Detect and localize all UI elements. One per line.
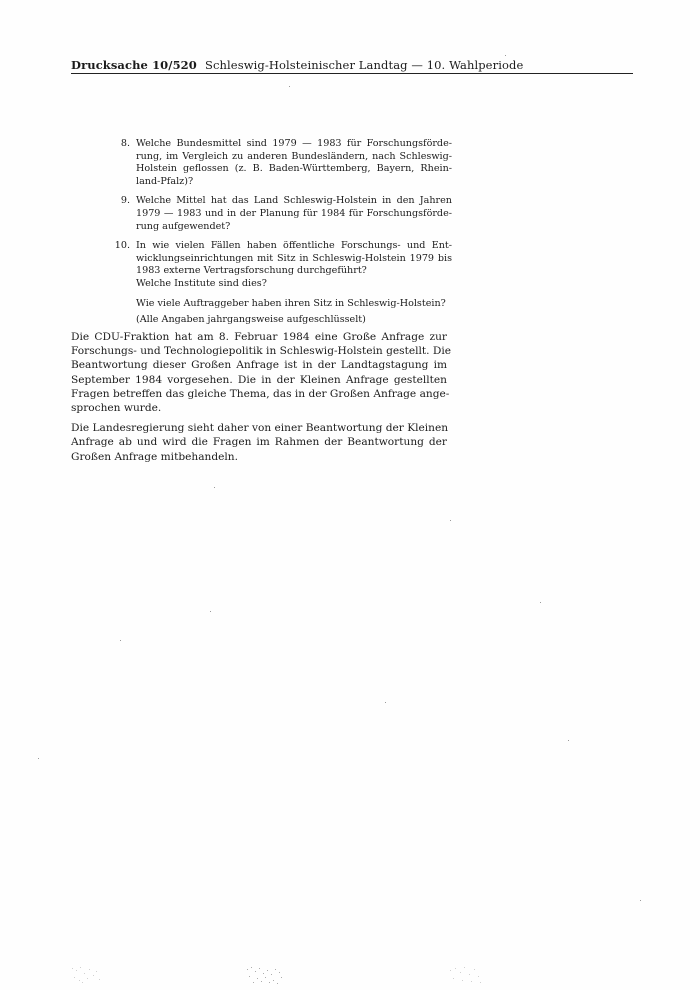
answer-body <box>71 330 452 470</box>
question-line: 1979 — 1983 und in der Planung für 1984 für Forschungsförde- <box>136 207 452 219</box>
scan-speck <box>450 520 451 521</box>
document-number: Drucksache 10/520 <box>71 58 197 72</box>
paragraph-line: Großen Anfrage mitbehandeln. <box>71 450 238 463</box>
question-text <box>136 138 452 188</box>
question-list <box>112 138 452 327</box>
question-text <box>136 240 452 290</box>
question-item <box>112 195 452 233</box>
scan-speck <box>640 900 641 901</box>
header-rule <box>71 73 633 74</box>
question-subline: Wie viele Auftraggeber haben ihren Sitz in Schleswig-Holstein? <box>136 297 446 309</box>
paragraph-line: September 1984 vorgesehen. Die in der Kleinen Anfrage gestellten <box>71 373 447 386</box>
scan-speck <box>385 702 386 703</box>
question-number: 10. <box>114 240 130 252</box>
question-item <box>112 138 452 188</box>
scan-speck <box>289 86 290 87</box>
paragraph-line: Fragen betreffen das gleiche Thema, das in der Großen Anfrage ange- <box>71 387 450 400</box>
question-line: Welche Mittel hat das Land Schleswig-Holstein in den Jahren <box>136 195 452 207</box>
question-number: 8. <box>120 138 130 149</box>
scan-noise-left <box>70 965 104 985</box>
question-line: Welche Institute sind dies? <box>136 277 267 289</box>
question-number: 9. <box>120 195 130 207</box>
question-line: 1983 externe Vertragsforschung durchgeführt? <box>136 265 367 277</box>
answer-paragraph <box>71 421 447 464</box>
question-line: land-Pfalz)? <box>136 175 194 187</box>
question-line: Holstein geflossen (z. B. Baden-Württemberg, Bayern, Rhein- <box>136 163 452 175</box>
scan-noise-right <box>448 965 484 985</box>
scan-speck <box>210 611 211 612</box>
paragraph-line: Anfrage ab und wird die Fragen im Rahmen der Beantwortung der <box>71 436 447 449</box>
question-item <box>112 240 452 290</box>
paragraph-line: Die Landesregierung sieht daher von einer Beantwortung der Kleinen <box>71 422 449 435</box>
page-header <box>71 58 633 72</box>
scan-speck <box>214 487 215 488</box>
scan-speck <box>38 758 39 759</box>
question-line: Welche Bundesmittel sind 1979 — 1983 für Forschungsförde- <box>136 138 452 149</box>
paragraph-line: Beantwortung dieser Großen Anfrage ist in der Landtagstagung im <box>71 359 447 372</box>
scan-speck <box>568 740 569 741</box>
scan-speck <box>540 602 541 603</box>
paragraph-line: Die CDU-Fraktion hat am 8. Februar 1984 eine Große Anfrage zur <box>71 331 447 343</box>
question-line: wicklungseinrichtungen mit Sitz in Schleswig-Holstein 1979 bis <box>136 252 452 264</box>
scan-speck <box>505 55 506 56</box>
question-note: (Alle Angaben jahrgangsweise aufgeschlüsselt) <box>136 314 366 326</box>
header-title: Schleswig-Holsteinischer Landtag — 10. Wahlperiode <box>205 58 524 72</box>
question-line: rung, im Vergleich zu anderen Bundesländern, nach Schleswig- <box>136 150 452 162</box>
question-text <box>136 195 452 233</box>
question-line: rung aufgewendet? <box>136 220 231 232</box>
question-line: In wie vielen Fällen haben öffentliche Forschungs- und Ent- <box>136 240 452 252</box>
paragraph-line: Forschungs- und Technologiepolitik in Schleswig-Holstein gestellt. Die <box>71 345 452 358</box>
scan-noise-center <box>244 965 288 985</box>
scan-speck <box>120 640 121 641</box>
answer-paragraph <box>71 330 452 415</box>
paragraph-line: sprochen wurde. <box>71 402 162 415</box>
